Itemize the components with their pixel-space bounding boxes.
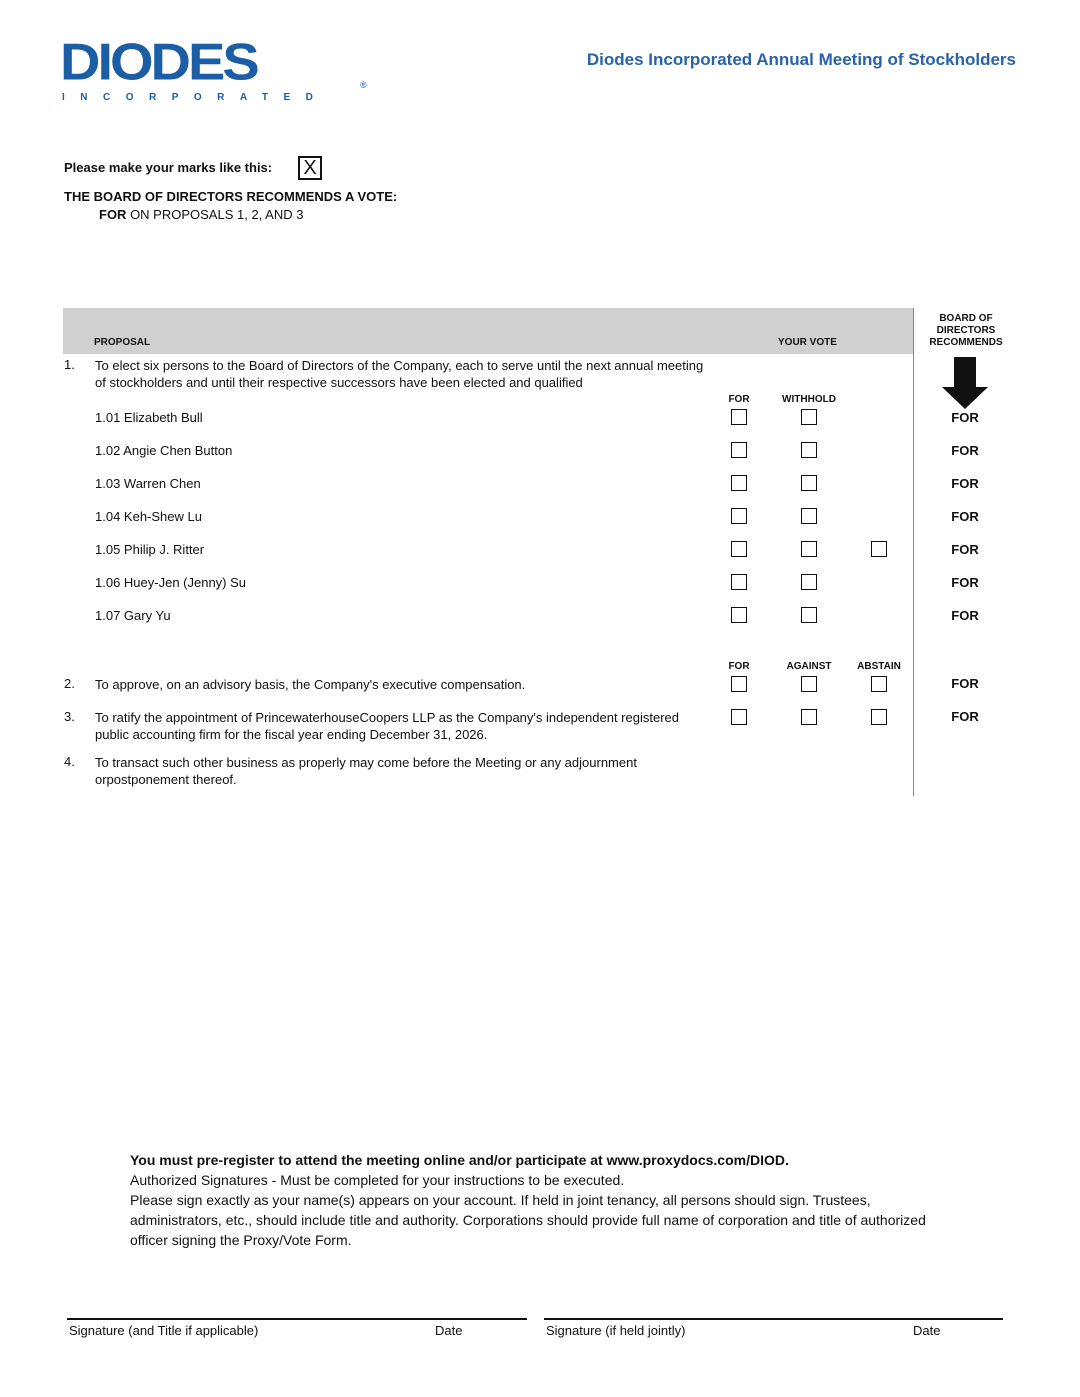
logo-registered-mark: ® [360,80,367,90]
vote-withhold-checkbox[interactable] [801,541,817,557]
vote-abstain-checkbox[interactable] [871,709,887,725]
proposal-number: 4. [64,754,75,769]
board-recommendation: FOR [951,476,979,491]
vote-abstain-checkbox[interactable] [871,676,887,692]
board-recommendation-heading: THE BOARD OF DIRECTORS RECOMMENDS A VOTE: [64,189,398,204]
abstain-column-label: ABSTAIN [857,661,901,672]
proposal-number: 2. [64,676,75,691]
board-recommendation: FOR [951,575,979,590]
vote-for-checkbox[interactable] [731,475,747,491]
vote-for-checkbox[interactable] [731,709,747,725]
preregister-notice: You must pre-register to attend the meeting online and/or participate at www.proxydocs.com/DIOD. [130,1152,789,1168]
nominee-name: 1.04 Keh-Shew Lu [95,509,202,524]
board-recommendation: FOR [951,709,979,724]
down-arrow-icon [942,357,988,409]
date-label: Date [435,1323,463,1338]
vote-against-checkbox[interactable] [801,676,817,692]
signature-line[interactable] [67,1318,527,1320]
vote-against-checkbox[interactable] [801,709,817,725]
vote-for-checkbox[interactable] [731,541,747,557]
proposal-text: To transact such other business as properly may come before the Meeting or any adjournment orpostponement thereof. [95,755,637,787]
nominee-name: 1.06 Huey-Jen (Jenny) Su [95,575,247,590]
nominee-name: 1.05 Philip J. Ritter [95,542,205,557]
proposal-text: To elect six persons to the Board of Directors of the Company, each to serve until the next annual meeting of stockholders and until their respective successors have been elected and qualified [95,358,704,390]
for-column-label: FOR [728,661,750,672]
vote-for-checkbox[interactable] [731,409,747,425]
proposal-text: To ratify the appointment of PrincewaterhouseCoopers LLP as the Company's independent registered public accounting firm for the fiscal year ending December 31, 2026. [95,710,679,742]
your-vote-column-header: YOUR VOTE [778,337,837,348]
board-recommendation: FOR [951,443,979,458]
document-title: Diodes Incorporated Annual Meeting of Stockholders [586,50,1016,69]
logo-subtitle: INCORPORATED [62,92,329,103]
board-recommendation: FOR [951,608,979,623]
board-recommends-column-header: BOARD OF DIRECTORS RECOMMENDS [929,313,1003,348]
joint-signature-label: Signature (if held jointly) [546,1323,686,1338]
example-mark-icon: X [298,156,322,180]
company-logo [60,32,367,103]
proposal-column-header: PROPOSAL [94,337,151,348]
authorized-signatures-note: Authorized Signatures - Must be completed for your instructions to be executed. [130,1172,625,1188]
signature-instructions [130,1150,950,1250]
vote-for-checkbox[interactable] [731,574,747,590]
nominee-name: 1.02 Angie Chen Button [95,443,233,458]
vote-withhold-checkbox[interactable] [801,574,817,590]
logo-wordmark: DIODES [60,32,257,91]
recommendation-proposals: ON PROPOSALS 1, 2, AND 3 [126,207,304,222]
column-divider [913,308,914,796]
vote-for-checkbox[interactable] [731,442,747,458]
signing-instructions: Please sign exactly as your name(s) appears on your account. If held in joint tenancy, all persons should sign. Trustees, administrators, etc., should include title and authority. Corporations should provide full name of corporation and title of authorized officer signing the Proxy/Vote Form. [130,1192,926,1248]
vote-withhold-checkbox[interactable] [801,442,817,458]
board-recommendation-summary [99,207,303,222]
board-recommendation: FOR [951,509,979,524]
vote-withhold-checkbox[interactable] [801,409,817,425]
against-column-label: AGAINST [786,661,832,672]
nominee-name: 1.07 Gary Yu [95,608,171,623]
vote-withhold-checkbox[interactable] [801,475,817,491]
vote-withhold-checkbox[interactable] [801,607,817,623]
joint-date-label: Date [913,1323,941,1338]
board-recommendation: FOR [951,676,979,691]
proposal-number: 3. [64,709,75,724]
recommendation-for: FOR [99,207,127,222]
vote-for-checkbox[interactable] [731,676,747,692]
marks-instruction: Please make your marks like this: [64,160,273,175]
vote-extra-checkbox[interactable] [871,541,887,557]
board-recommendation: FOR [951,542,979,557]
joint-signature-line[interactable] [544,1318,1003,1320]
board-recommendation: FOR [951,410,979,425]
nominee-name: 1.03 Warren Chen [95,476,201,491]
proposal-text: To approve, on an advisory basis, the Company's executive compensation. [95,677,526,692]
signature-label: Signature (and Title if applicable) [69,1323,259,1338]
vote-for-checkbox[interactable] [731,607,747,623]
vote-for-checkbox[interactable] [731,508,747,524]
vote-withhold-checkbox[interactable] [801,508,817,524]
for-column-label: FOR [728,394,750,405]
nominee-name: 1.01 Elizabeth Bull [95,410,203,425]
withhold-column-label: WITHHOLD [782,394,836,405]
proposal-number: 1. [64,357,75,372]
